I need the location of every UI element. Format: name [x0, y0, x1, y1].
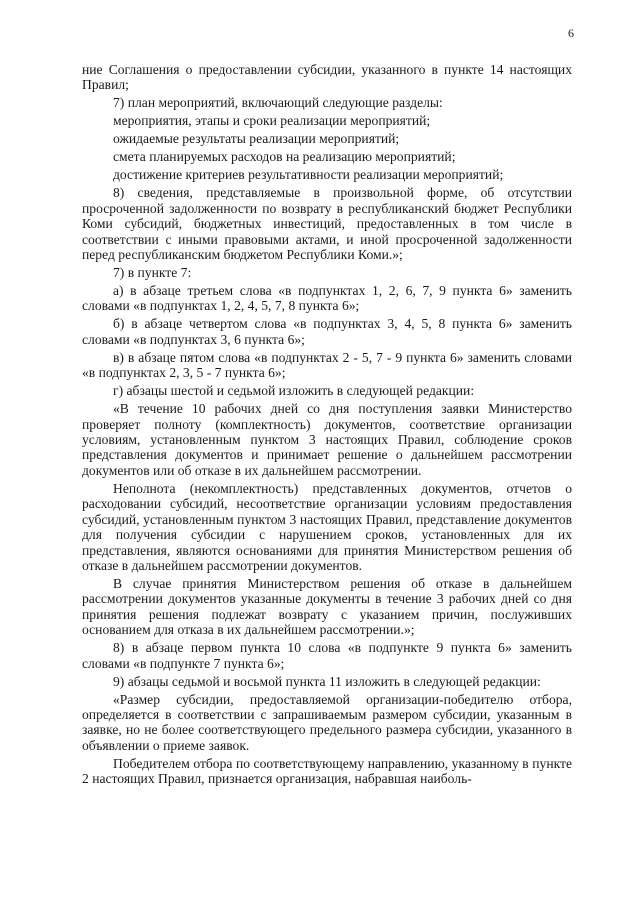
- paragraph: 7) план мероприятий, включающий следующие разделы:: [113, 95, 443, 111]
- paragraph: ожидаемые результаты реализации мероприятий;: [113, 131, 400, 147]
- paragraph: Победителем отбора по соответствующему направлению, указанному в пункте 2 настоящих Правил, признается организация, набравшая наиболь-: [82, 755, 572, 787]
- paragraph: достижение критериев результативности реализации мероприятий;: [113, 167, 504, 183]
- paragraph: а) в абзаце третьем слова «в подпунктах 1, 2, 6, 7, 9 пункта 6» заменить словами «в подпунктах 1, 2, 4, 5, 7, 8 пункта 6»;: [82, 283, 572, 314]
- paragraph: смета планируемых расходов на реализацию мероприятий;: [113, 149, 456, 165]
- paragraph: «Размер субсидии, предоставляемой организации-победителю отбора, определяется в соответствии с запрашиваемым размером субсидии, указанным в заявке, но не более соответствующего предельного размера субсидии, указанного в объявлении о приеме заявок.: [82, 691, 572, 753]
- document-body: [82, 62, 572, 789]
- paragraph: Неполнота (некомплектность) представленных документов, отчетов о расходовании субсидий, несоответствие организации условиям предоставления субсидий, установленным пунктом 3 настоящих Правил, представление документов для получения субсидии с нарушением сроков, установленных для их представления, являются основаниями для принятия Министерством решения об отказе в дальнейшем рассмотрении документов.: [82, 480, 572, 573]
- paragraph: в) в абзаце пятом слова «в подпунктах 2 - 5, 7 - 9 пункта 6» заменить словами «в подпунктах 2, 3, 5 - 7 пункта 6»;: [82, 349, 572, 381]
- paragraph: «В течение 10 рабочих дней со дня поступления заявки Министерство проверяет полноту (комплектность) документов, соответствие организации условиям, установленным пунктом 3 настоящих Правил, соблюдение сроков представления документов и принимает решение о дальнейшем рассмотрении документов или об отказе в их дальнейшем рассмотрении.: [82, 401, 572, 478]
- paragraph: В случае принятия Министерством решения об отказе в дальнейшем рассмотрении документов указанные документы в течение 3 рабочих дней со дня принятия решения подлежат возврату с указанием причин, послуживших основанием для отказа в их дальнейшем рассмотрении.»;: [82, 575, 572, 638]
- paragraph-continuation: ние Соглашения о предоставлении субсидии, указанного в пункте 14 настоящих Правил;: [82, 62, 572, 93]
- paragraph: г) абзацы шестой и седьмой изложить в следующей редакции:: [113, 383, 475, 399]
- paragraph: мероприятия, этапы и сроки реализации мероприятий;: [113, 113, 431, 129]
- paragraph: 8) в абзаце первом пункта 10 слова «в подпункте 9 пункта 6» заменить словами «в подпункте 7 пункта 6»;: [82, 640, 572, 671]
- page-number: 6: [568, 26, 574, 40]
- paragraph: 7) в пункте 7:: [113, 265, 192, 281]
- paragraph: 9) абзацы седьмой и восьмой пункта 11 изложить в следующей редакции:: [113, 673, 541, 689]
- paragraph: 8) сведения, представляемые в произвольной форме, об отсутствии просроченной задолженности по возврату в республиканский бюджет Республики Коми субсидий, бюджетных инвестиций, предоставленных в том числе в соответствии с иными правовыми актами, и иной просроченной задолженности перед республиканским бюджетом Республики Коми.»;: [82, 185, 572, 263]
- paragraph: б) в абзаце четвертом слова «в подпунктах 3, 4, 5, 8 пункта 6» заменить словами «в подпунктах 3, 6 пункта 6»;: [82, 316, 572, 347]
